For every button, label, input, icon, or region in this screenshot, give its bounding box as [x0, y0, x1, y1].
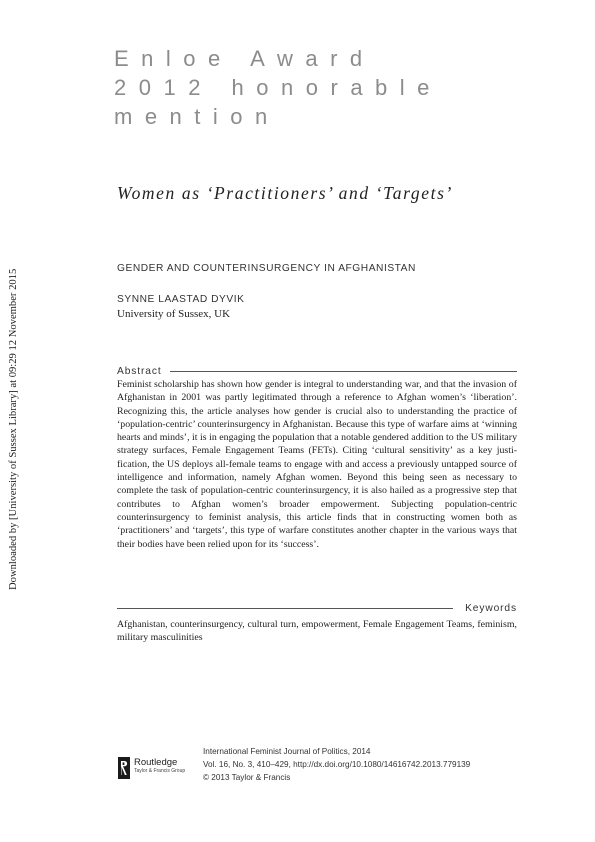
abstract-label: Abstract: [117, 366, 162, 377]
author-affiliation: University of Sussex, UK: [117, 308, 231, 320]
copyright-notice: © 2013 Taylor & Francis: [203, 773, 291, 782]
award-heading: [114, 44, 534, 131]
abstract-rule: [170, 371, 517, 372]
award-line: Enloe Award: [114, 46, 375, 71]
publisher-tagline: Taylor & Francis Group: [134, 768, 186, 774]
abstract-header: [117, 366, 517, 377]
abstract-text: Feminist scholarship has shown how gender is integral to understanding war, and that the invasion of Afghanistan in 2001 was partly legitimated through a reference to Afghan women’s ‘liberation’. Recognizing this, the article analyses how gender is crucial also to understanding the practice of ‘population-centric’ counterinsurgency in Afghanistan. Because this type of warfare aims at ‘winning hearts and minds’, it is in engaging the population that a notable gendered addition to the US military strategy surfaces, Female Engagement Teams (FETs). Citing ‘cultural sensitivity’ as a key justification, the US deploys all-female teams to engage with and access a previously untapped source of intelligence and information, namely Afghan women. Beyond this being seen as necessary to complete the task of population-centric counterinsurgency, it is also hailed as a progressive step that contributes to Afghan women’s broader empowerment. Subjecting population-centric counterinsurgency to feminist analysis, this article finds that in constructing women both as ‘practitioners’ and ‘targets’, this type of warfare constitutes another chapter in the various ways that their bodies have been relied upon for its ‘success’.: [117, 379, 517, 550]
keywords-header: [117, 603, 517, 614]
article-title: Women as ‘Practitioners’ and ‘Targets’: [117, 183, 453, 203]
article-subtitle: GENDER AND COUNTERINSURGENCY IN AFGHANISTAN: [117, 263, 416, 274]
keywords-rule: [117, 608, 453, 609]
volume-doi: Vol. 16, No. 3, 410–429, http://dx.doi.org/10.1080/14616742.2013.779139: [203, 760, 471, 769]
author-name: SYNNE LAASTAD DYVIK: [117, 294, 245, 305]
publisher-wordmark: [134, 757, 185, 775]
citation-block: [203, 745, 470, 784]
publisher-name: Routledge: [134, 757, 178, 768]
routledge-logo-icon: [118, 757, 130, 779]
journal-name: International Feminist Journal of Politics, 2014: [203, 747, 371, 756]
award-line: mention: [114, 104, 280, 129]
keywords-label: Keywords: [465, 603, 517, 614]
award-line: 2012 honorable: [114, 75, 442, 100]
publisher-logo: [118, 757, 185, 779]
keywords-text: Afghanistan, counterinsurgency, cultural turn, empowerment, Female Engagement Teams, feminism, military masculinities: [117, 619, 517, 644]
download-watermark: Downloaded by [University of Sussex Library] at 09:29 12 November 2015: [8, 268, 19, 590]
